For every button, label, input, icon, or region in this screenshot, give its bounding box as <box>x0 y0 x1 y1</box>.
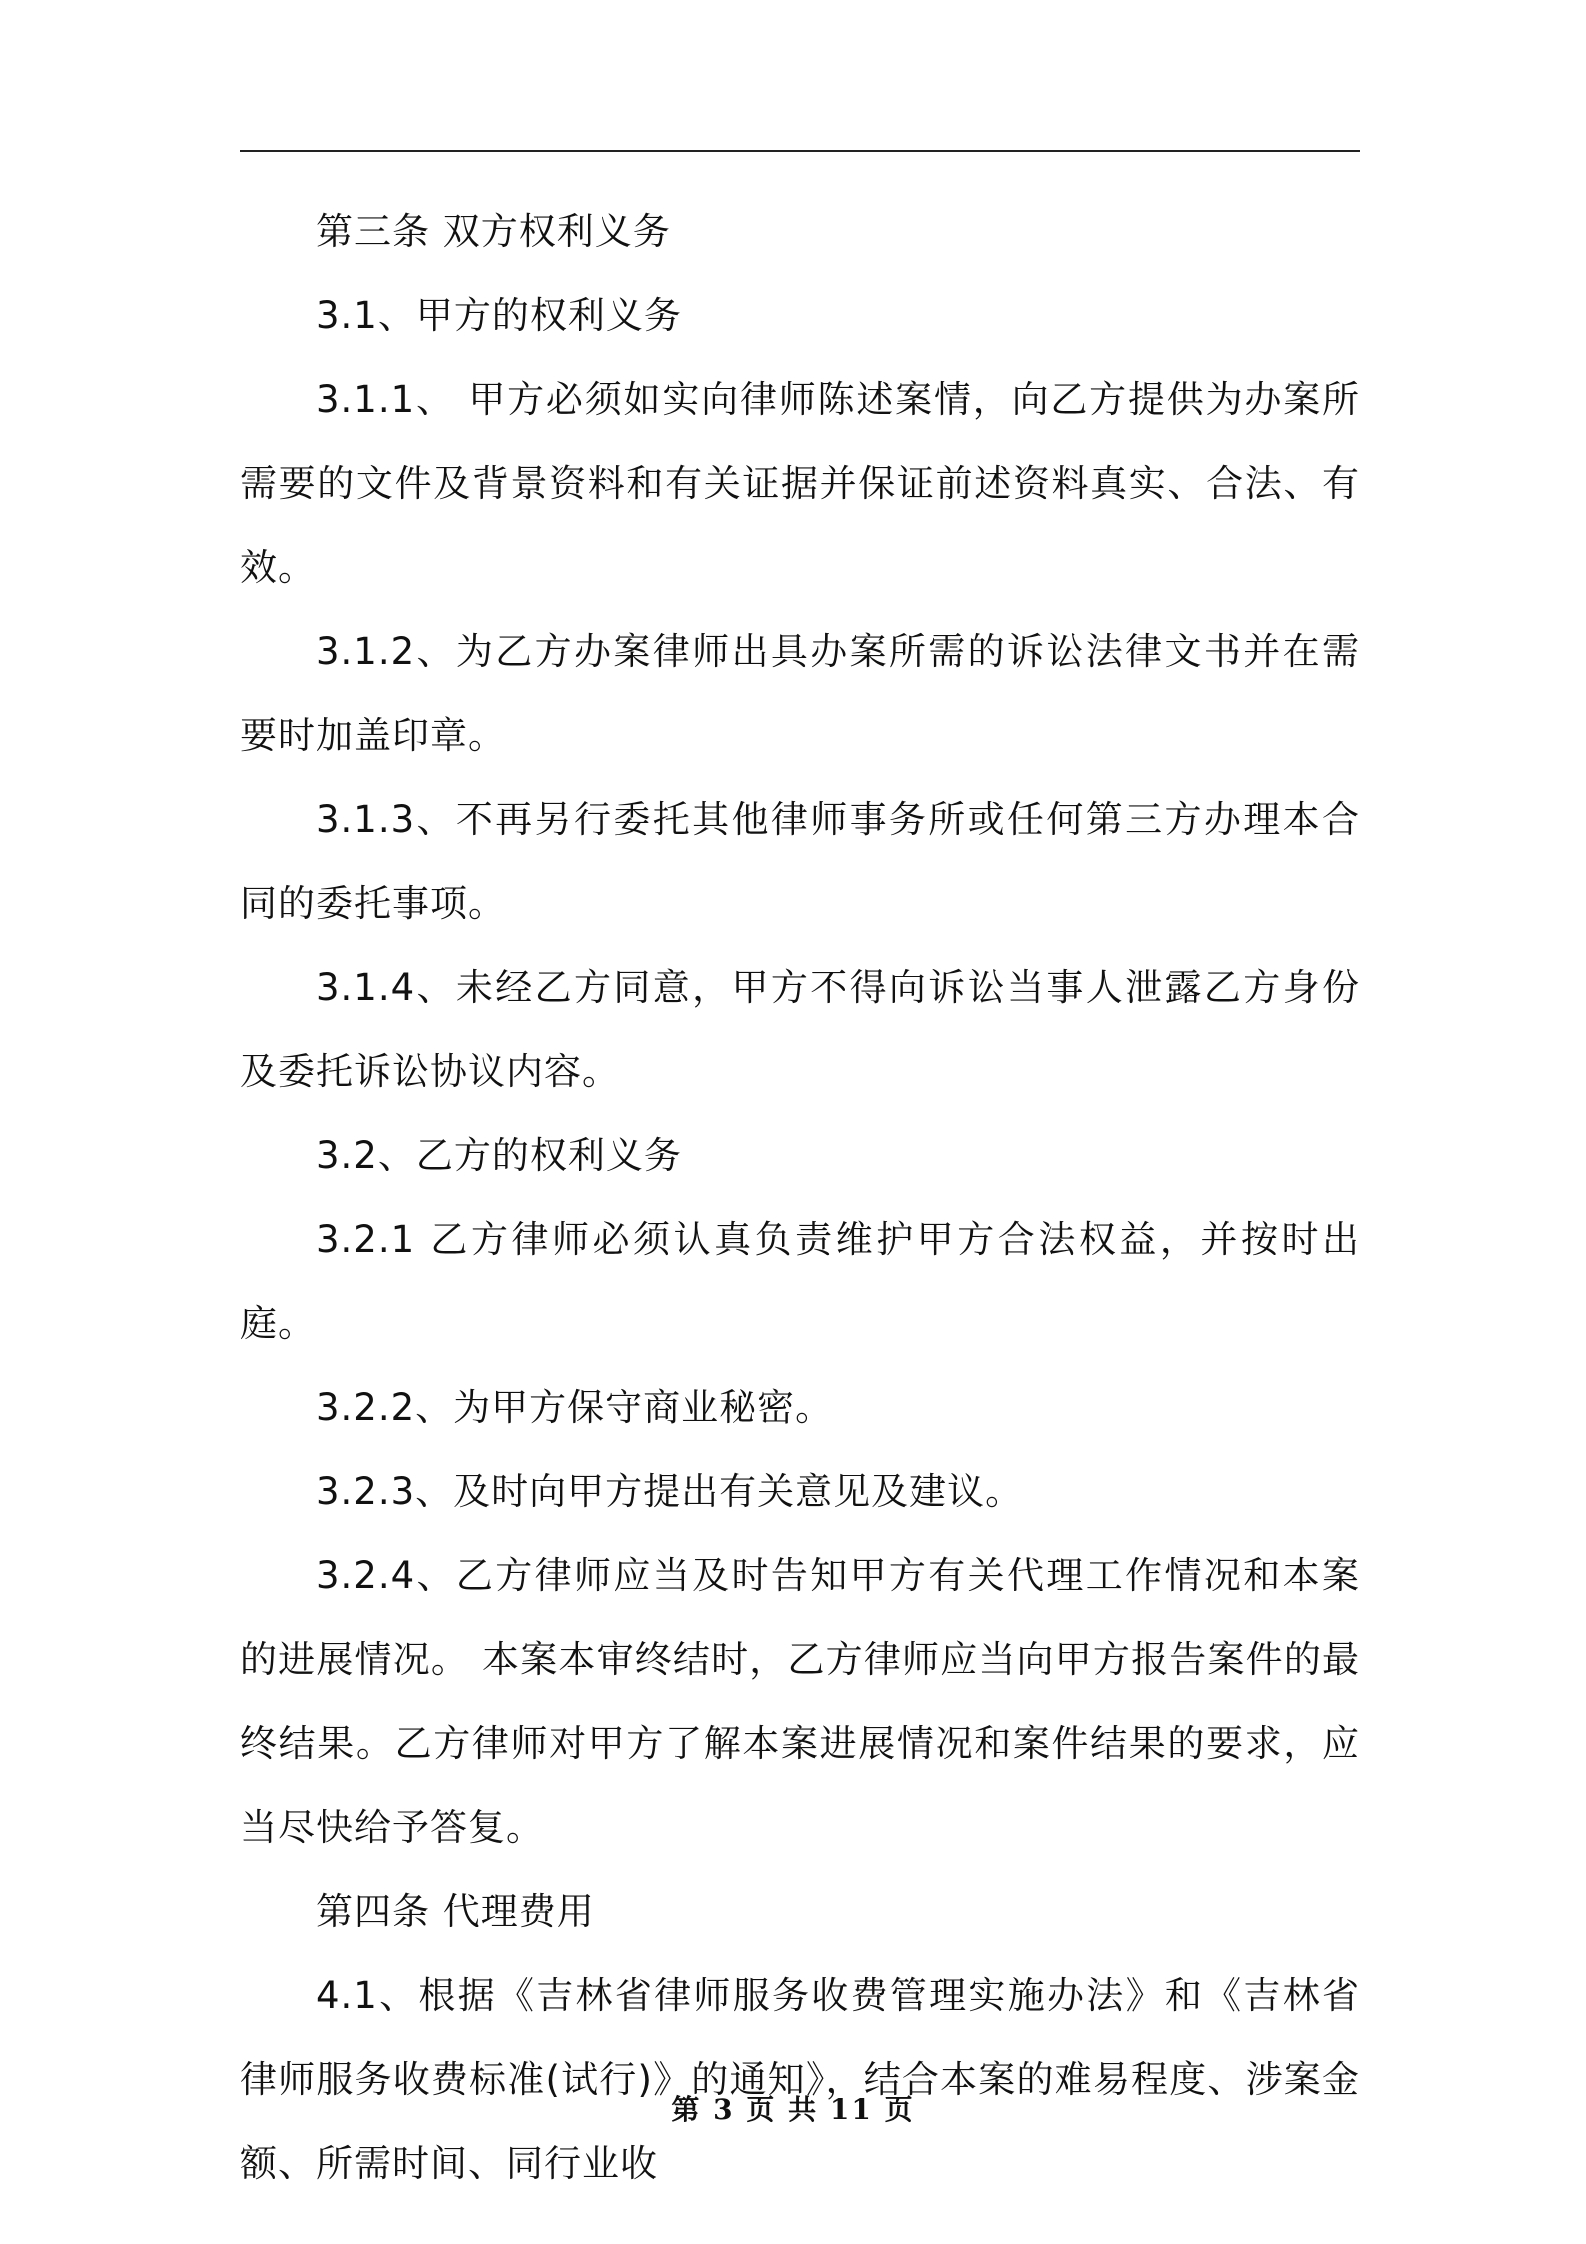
article-3-heading: 第三条 双方权利义务 <box>316 210 671 253</box>
clause-3-1-4: 3.1.4、未经乙方同意，甲方不得向诉讼当事人泄露乙方身份及委托诉讼协议内容。 <box>240 966 1360 1093</box>
section-3-1-heading: 3.1、甲方的权利义务 <box>316 294 682 337</box>
section-3-2-heading: 3.2、乙方的权利义务 <box>316 1134 682 1177</box>
clause-3-1-1: 3.1.1、 甲方必须如实向律师陈述案情，向乙方提供为办案所需要的文件及背景资料和有关证据并保证前述资料真实、合法、有效。 <box>240 378 1360 589</box>
clause-3-2-1: 3.2.1 乙方律师必须认真负责维护甲方合法权益，并按时出庭。 <box>240 1218 1360 1345</box>
document-body <box>240 190 1360 2206</box>
header-rule <box>240 150 1360 152</box>
clause-3-2-2: 3.2.2、为甲方保守商业秘密。 <box>316 1386 834 1429</box>
clause-3-2-3: 3.2.3、及时向甲方提出有关意见及建议。 <box>316 1470 1024 1513</box>
clause-3-1-3: 3.1.3、不再另行委托其他律师事务所或任何第三方办理本合同的委托事项。 <box>240 798 1360 925</box>
clause-3-1-2: 3.1.2、为乙方办案律师出具办案所需的诉讼法律文书并在需要时加盖印章。 <box>240 630 1360 757</box>
page-number: 第 3 页 共 11 页 <box>671 2093 915 2126</box>
article-4-heading: 第四条 代理费用 <box>316 1890 595 1933</box>
clause-3-2-4: 3.2.4、乙方律师应当及时告知甲方有关代理工作情况和本案的进展情况。 本案本审终结时，乙方律师应当向甲方报告案件的最终结果。乙方律师对甲方了解本案进展情况和案件结果的要求，应当尽快给予答复。 <box>240 1554 1360 1849</box>
clause-4-1: 4.1、根据《吉林省律师服务收费管理实施办法》和《吉林省律师服务收费标准(试行)》的通知》，结合本案的难易程度、涉案金额、所需时间、同行业收 <box>240 1974 1360 2185</box>
